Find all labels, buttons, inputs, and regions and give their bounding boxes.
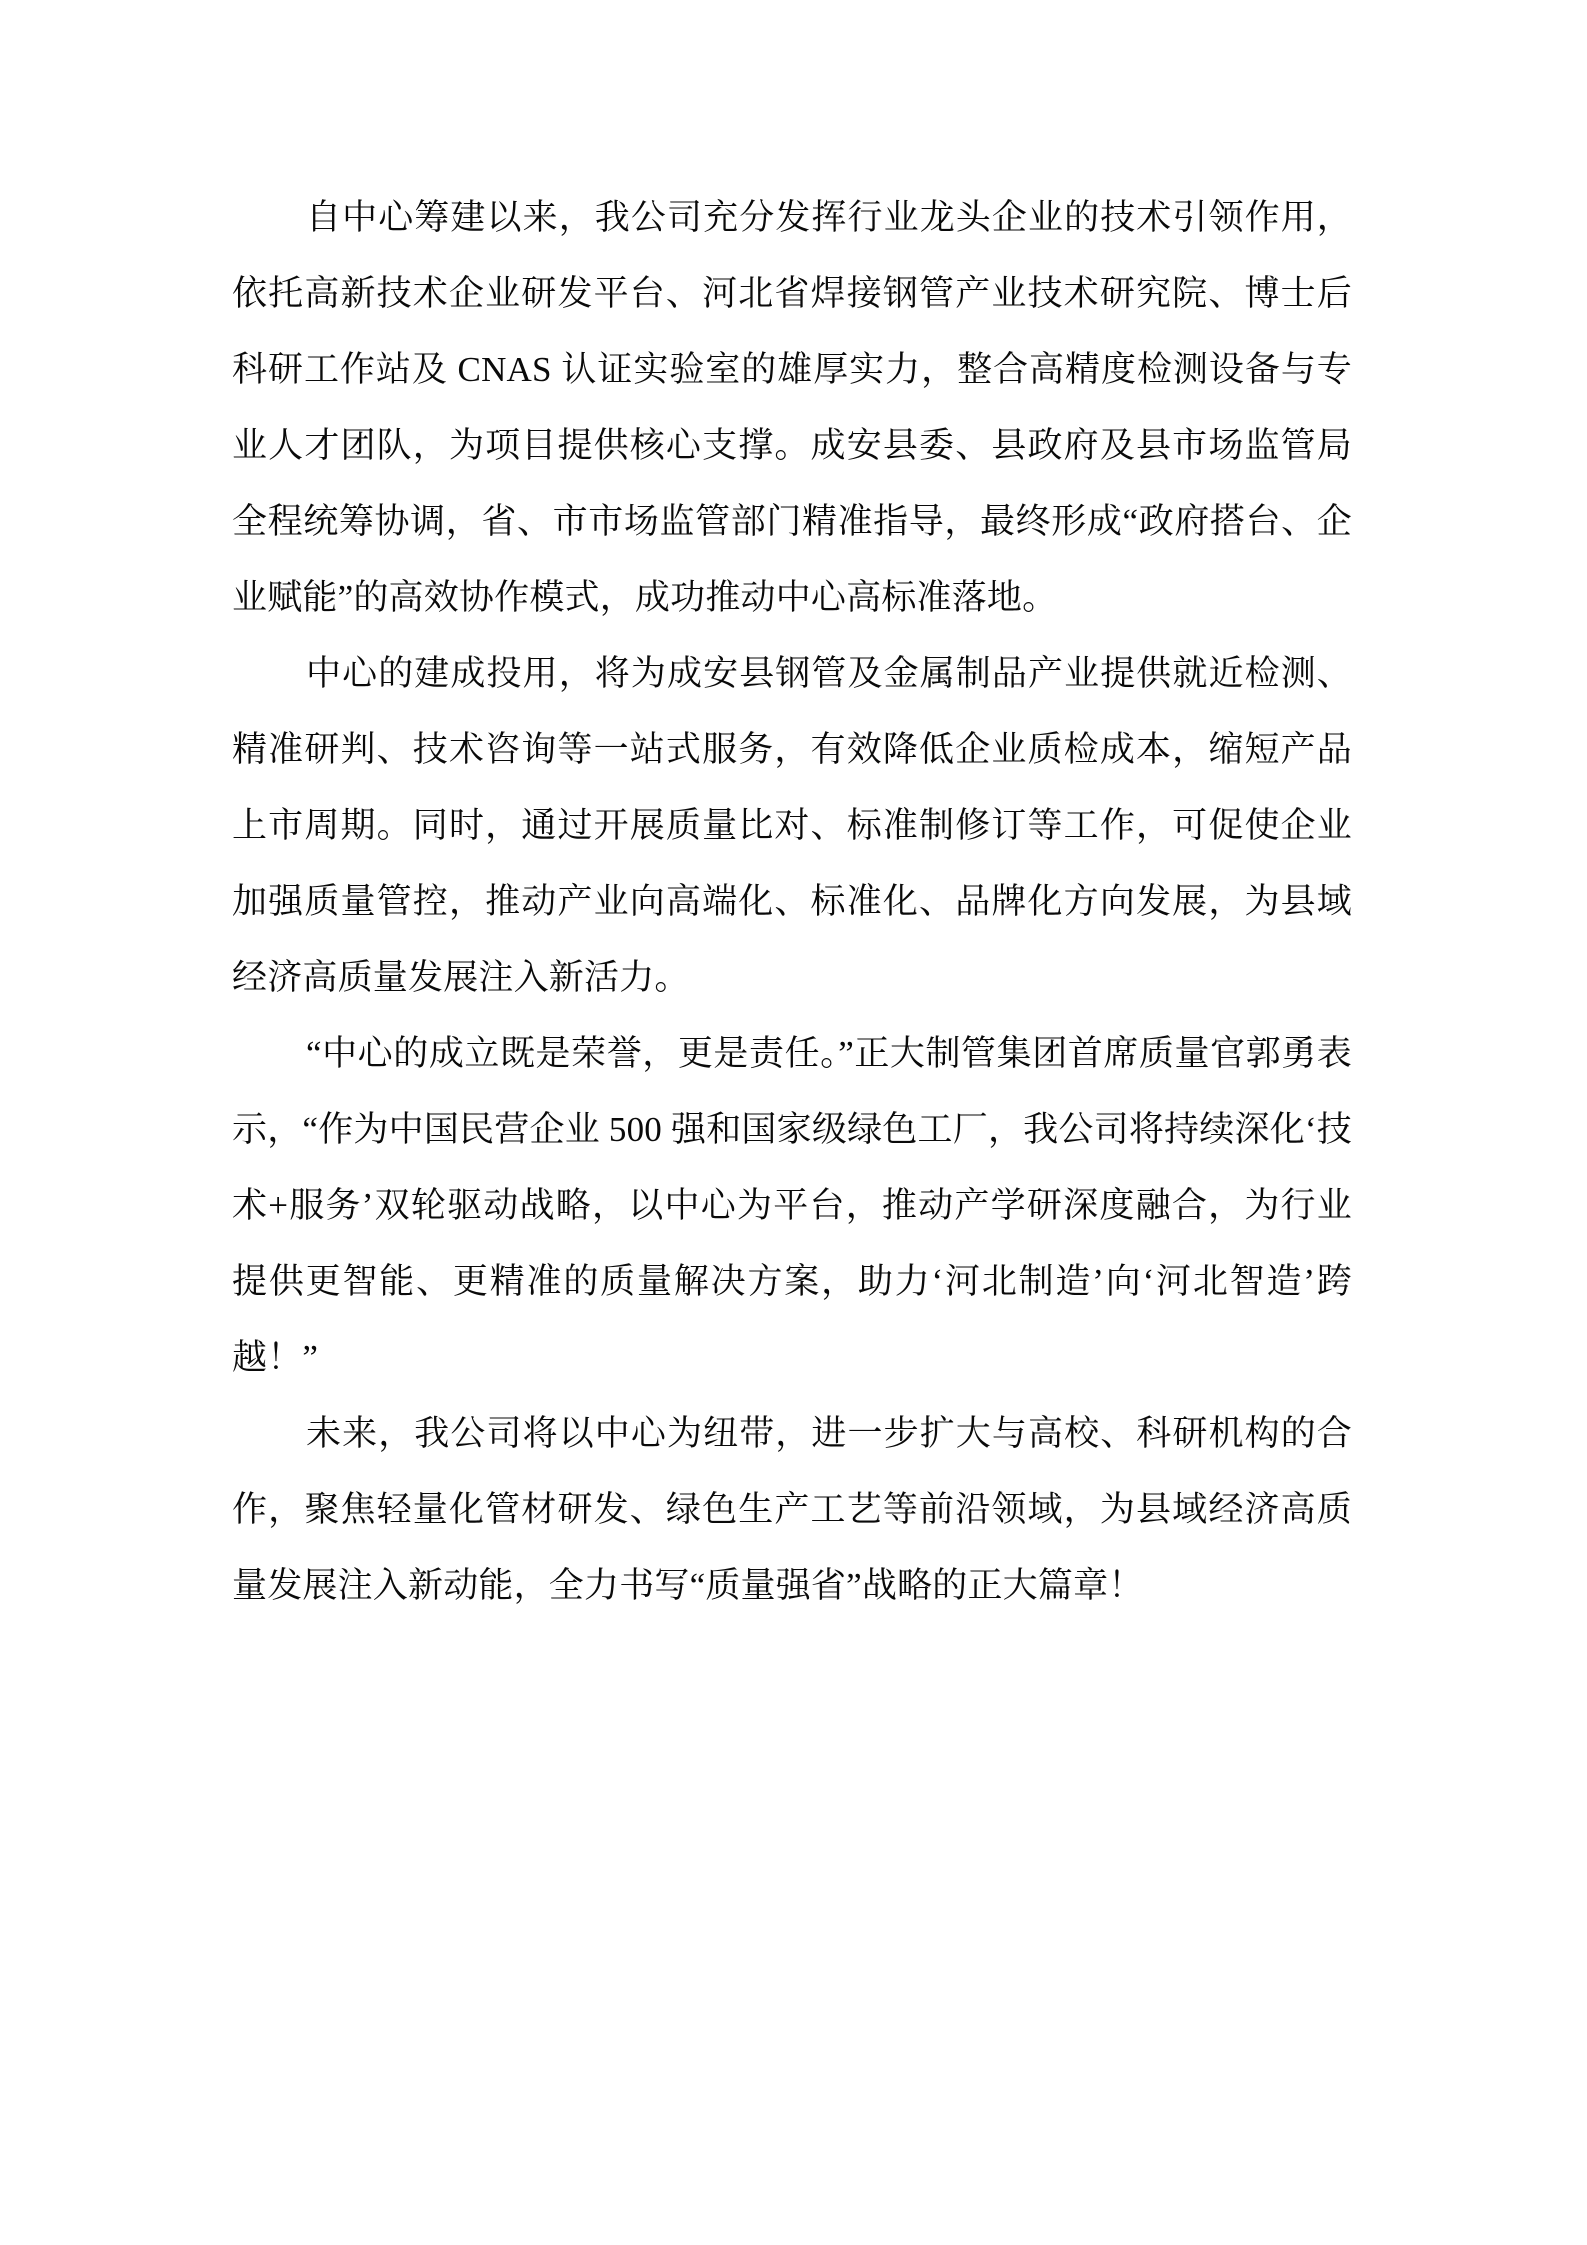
body-paragraph-3: “中心的成立既是荣誉，更是责任。”正大制管集团首席质量官郭勇表示，“作为中国民营企业 500 强和国家级绿色工厂，我公司将持续深化‘技术+服务’双轮驱动战略，以中心为平台，推动产学研深度融合，为行业提供更智能、更精准的质量解决方案，助力‘河北制造’向‘河北智造’跨越！” (232, 1034, 1352, 1377)
document-body (232, 180, 1352, 1624)
body-paragraph-2: 中心的建成投用，将为成安县钢管及金属制品产业提供就近检测、精准研判、技术咨询等一站式服务，有效降低企业质检成本，缩短产品上市周期。同时，通过开展质量比对、标准制修订等工作，可促使企业加强质量管控，推动产业向高端化、标准化、品牌化方向发展，为县域经济高质量发展注入新活力。 (232, 654, 1352, 997)
body-paragraph-1: 自中心筹建以来，我公司充分发挥行业龙头企业的技术引领作用，依托高新技术企业研发平台、河北省焊接钢管产业技术研究院、博士后科研工作站及 CNAS 认证实验室的雄厚实力，整合高精度检测设备与专业人才团队，为项目提供核心支撑。成安县委、县政府及县市场监管局全程统筹协调，省、市市场监管部门精准指导，最终形成“政府搭台、企业赋能”的高效协作模式，成功推动中心高标准落地。 (232, 198, 1352, 617)
body-paragraph-4: 未来，我公司将以中心为纽带，进一步扩大与高校、科研机构的合作，聚焦轻量化管材研发、绿色生产工艺等前沿领域，为县域经济高质量发展注入新动能，全力书写“质量强省”战略的正大篇章！ (232, 1414, 1352, 1605)
